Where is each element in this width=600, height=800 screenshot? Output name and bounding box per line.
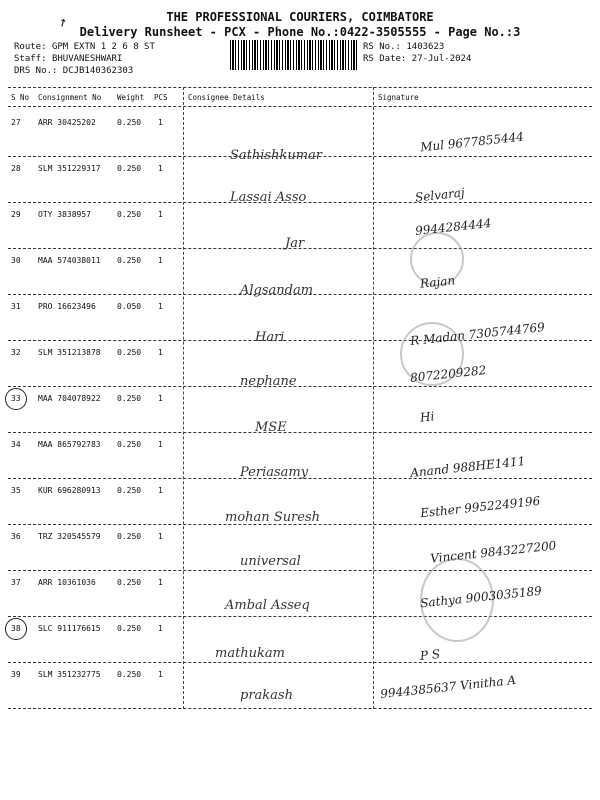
rs-no-label: RS No.:: [363, 42, 401, 52]
cell-pcs: 1: [158, 440, 163, 449]
cell-cons: TRZ 320545579: [38, 532, 101, 541]
staff-label: Staff:: [14, 54, 47, 64]
col-weight: Weight: [117, 93, 145, 102]
cell-sno: 27: [11, 118, 21, 127]
circle-mark: [5, 388, 27, 410]
handwritten-consignee-name: Sathishkumar: [230, 148, 322, 163]
cell-sno: 30: [11, 256, 21, 265]
cell-pcs: 1: [158, 302, 163, 311]
rs-date-line: [363, 54, 471, 64]
cell-pcs: 1: [158, 210, 163, 219]
cell-weight: 0.250: [117, 486, 142, 495]
cell-pcs: 1: [158, 256, 163, 265]
cell-pcs: 1: [158, 394, 163, 403]
col-consignment: Consignment No: [38, 93, 102, 102]
cell-pcs: 1: [158, 164, 163, 173]
runsheet-subtitle: Delivery Runsheet - PCX - Phone No.:0422-3505555 - Page No.:3: [79, 25, 521, 39]
cell-pcs: 1: [158, 624, 163, 633]
cell-weight: 0.250: [117, 118, 142, 127]
handwritten-consignee-name: Ambal Asseq: [225, 598, 310, 613]
cell-weight: 0.250: [117, 210, 142, 219]
cell-sno: 39: [11, 670, 21, 679]
table-row: [0, 616, 600, 662]
cell-cons: MAA 704078922: [38, 394, 101, 403]
handwritten-signature: Sathya 9003035189: [419, 583, 543, 611]
cell-cons: OTY 3838957: [38, 210, 91, 219]
cell-cons: ARR 30425202: [38, 118, 96, 127]
pen-mark-icon: ↗: [54, 12, 70, 32]
col-pcs: PCS: [154, 93, 168, 102]
handwritten-consignee-name: mathukam: [215, 646, 286, 661]
cell-sno: 36: [11, 532, 21, 541]
rs-date-value: 27-Jul-2024: [411, 54, 472, 64]
cell-cons: SLM 351229317: [38, 164, 101, 173]
rs-no-line: [363, 42, 444, 52]
col-consignee-details: Consignee Details: [188, 93, 265, 102]
handwritten-signature: Vincent 9843227200: [429, 538, 557, 566]
handwritten-consignee-name: nephane: [240, 374, 297, 389]
cell-cons: SLM 351213878: [38, 348, 101, 357]
cell-weight: 0.250: [117, 578, 142, 587]
handwritten-signature: Mul 9677855444: [419, 129, 525, 155]
drs-line: [14, 66, 133, 76]
cell-weight: 0.250: [117, 256, 142, 265]
handwritten-consignee-name: prakash: [240, 688, 293, 703]
handwritten-consignee-name: Periasamy: [240, 465, 309, 480]
cell-sno: 35: [11, 486, 21, 495]
drs-label: DRS No.:: [14, 66, 58, 76]
handwritten-signature: Rajan: [419, 273, 456, 291]
handwritten-consignee-name: MSE: [255, 420, 287, 435]
handwritten-consignee-name: Hari: [255, 330, 285, 345]
table-row: [0, 386, 600, 432]
handwritten-consignee-name: Algsandam: [240, 283, 314, 298]
staff-value: BHUVANESHWARI: [51, 54, 123, 64]
cell-weight: 0.250: [117, 394, 142, 403]
company-title: THE PROFESSIONAL COURIERS, COIMBATORE: [166, 10, 434, 24]
cell-pcs: 1: [158, 118, 163, 127]
cell-sno: 33: [11, 394, 21, 403]
cell-cons: KUR 696280913: [38, 486, 101, 495]
cell-pcs: 1: [158, 348, 163, 357]
handwritten-signature: 8072209282: [409, 363, 487, 385]
handwritten-consignee-name: mohan Suresh: [225, 510, 321, 525]
table-top-rule: [8, 87, 592, 88]
route-value: GPM EXTN 1 2 6 8 ST: [51, 42, 155, 52]
rs-date-label: RS Date:: [363, 54, 407, 64]
barcode-image: [230, 40, 357, 70]
handwritten-signature: Hi: [419, 409, 436, 425]
cell-pcs: 1: [158, 670, 163, 679]
cell-pcs: 1: [158, 486, 163, 495]
handwritten-signature: Esther 9952249196: [419, 493, 541, 521]
rs-no-value: 1403623: [406, 42, 445, 52]
cell-sno: 37: [11, 578, 21, 587]
cell-sno: 38: [11, 624, 21, 633]
cell-cons: SLC 911176615: [38, 624, 101, 633]
handwritten-signature: R Madan 7305744769: [409, 319, 546, 349]
handwritten-signature: Anand 988HE1411: [409, 454, 526, 480]
row-divider: [8, 708, 592, 709]
col-sno: S No: [11, 93, 30, 102]
handwritten-signature: Selvaraj: [414, 185, 466, 205]
cell-sno: 32: [11, 348, 21, 357]
drs-value: DCJB140362303: [62, 66, 134, 76]
circle-mark: [5, 618, 27, 640]
cell-weight: 0.250: [117, 532, 142, 541]
handwritten-signature: P S: [419, 646, 441, 664]
handwritten-signature: 9944284444: [414, 216, 492, 238]
cell-pcs: 1: [158, 532, 163, 541]
cell-cons: MAA 865792783: [38, 440, 101, 449]
handwritten-consignee-name: Lassai Asso: [230, 190, 307, 205]
route-line: [14, 42, 155, 52]
cell-cons: PRO 16623496: [38, 302, 96, 311]
cell-cons: ARR 10361036: [38, 578, 96, 587]
cell-cons: MAA 574038011: [38, 256, 101, 265]
handwritten-consignee-name: Jar: [285, 236, 305, 251]
cell-sno: 28: [11, 164, 21, 173]
handwritten-consignee-name: universal: [240, 554, 301, 569]
cell-weight: 0.250: [117, 440, 142, 449]
col-signature: Signature: [378, 93, 419, 102]
cell-weight: 0.250: [117, 348, 142, 357]
cell-weight: 0.250: [117, 670, 142, 679]
cell-sno: 29: [11, 210, 21, 219]
table-row: [0, 340, 600, 386]
cell-weight: 0.250: [117, 164, 142, 173]
cell-cons: SLM 351232775: [38, 670, 101, 679]
cell-sno: 34: [11, 440, 21, 449]
table-header-rule: [8, 106, 592, 107]
cell-weight: 0.050: [117, 302, 142, 311]
cell-weight: 0.250: [117, 624, 142, 633]
handwritten-signature: 9944385637 Vinitha A: [379, 672, 517, 702]
cell-pcs: 1: [158, 578, 163, 587]
staff-line: [14, 54, 122, 64]
route-label: Route:: [14, 42, 47, 52]
cell-sno: 31: [11, 302, 21, 311]
